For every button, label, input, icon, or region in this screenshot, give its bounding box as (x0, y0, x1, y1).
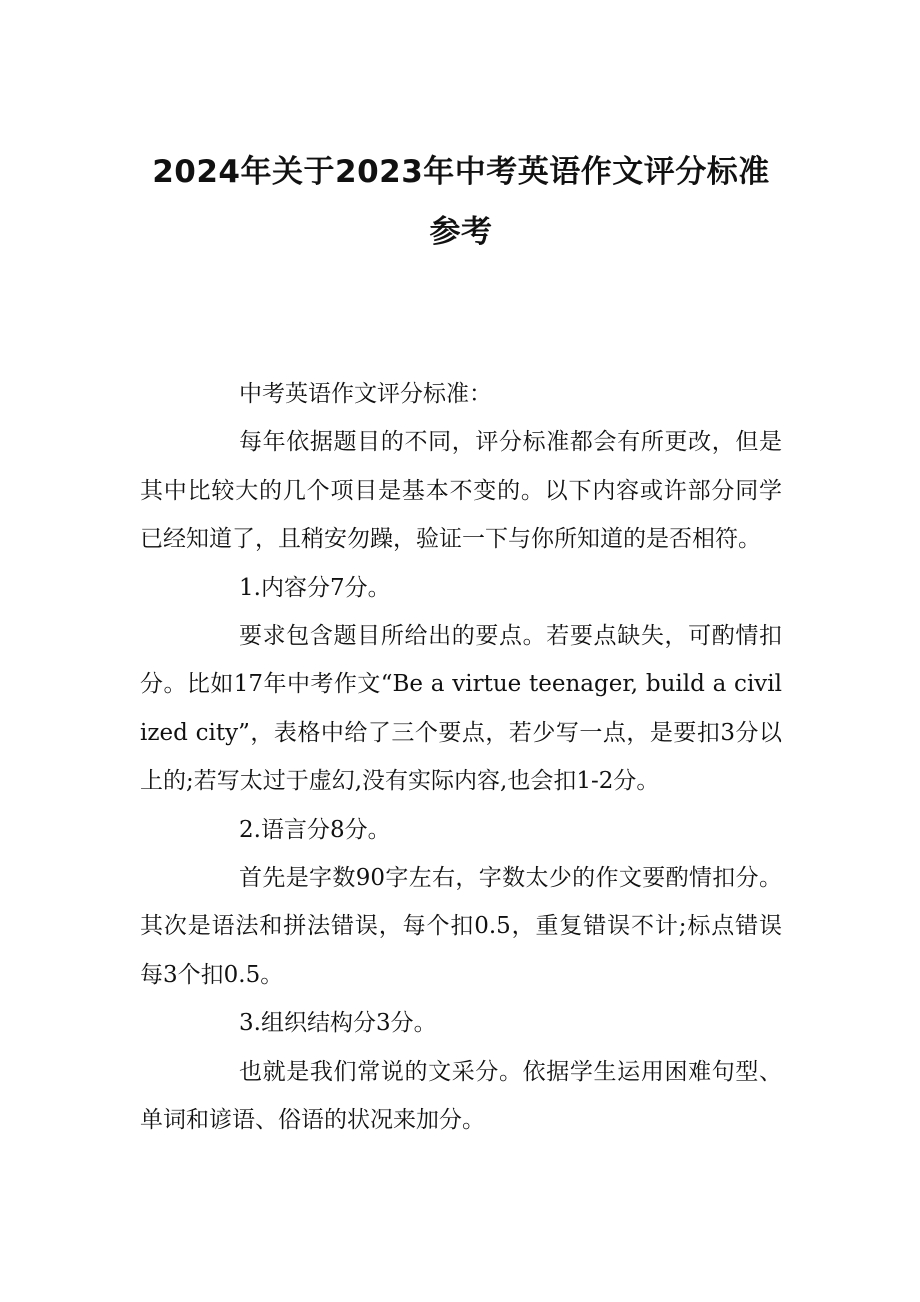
document-title: 2024年关于2023年中考英语作文评分标准参考 (152, 154, 770, 250)
paragraph-language-heading: 2.语言分8分。 (239, 816, 391, 843)
paragraph-intro-heading: 中考英语作文评分标准： (239, 381, 492, 407)
paragraph-language-detail: 首先是字数90字左右，字数太少的作文要酌情扣分。其次是语法和拼法错误，每个扣0.5，重复错误不计;标点错误每3个扣0.5。 (140, 865, 782, 988)
document-body (140, 370, 782, 1145)
paragraph-intro: 每年依据题目的不同，评分标准都会有所更改，但是其中比较大的几个项目是基本不变的。以下内容或许部分同学已经知道了，且稍安勿躁，验证一下与你所知道的是否相符。 (140, 429, 782, 553)
paragraph-content-detail: 要求包含题目所给出的要点。若要点缺失，可酌情扣分。比如17年中考作文“Be a virtue teenager, build a civilized city”，表格中给了三个要点，若少写一点，是要扣3分以上的;若写太过于虚幻,没有实际内容,也会扣1-2分。 (140, 623, 782, 795)
paragraph-content-heading: 1.内容分7分。 (239, 574, 391, 601)
paragraph-structure-detail: 也就是我们常说的文采分。依据学生运用困难句型、单词和谚语、俗语的状况来加分。 (140, 1058, 782, 1134)
paragraph-structure-heading: 3.组织结构分3分。 (239, 1010, 437, 1037)
